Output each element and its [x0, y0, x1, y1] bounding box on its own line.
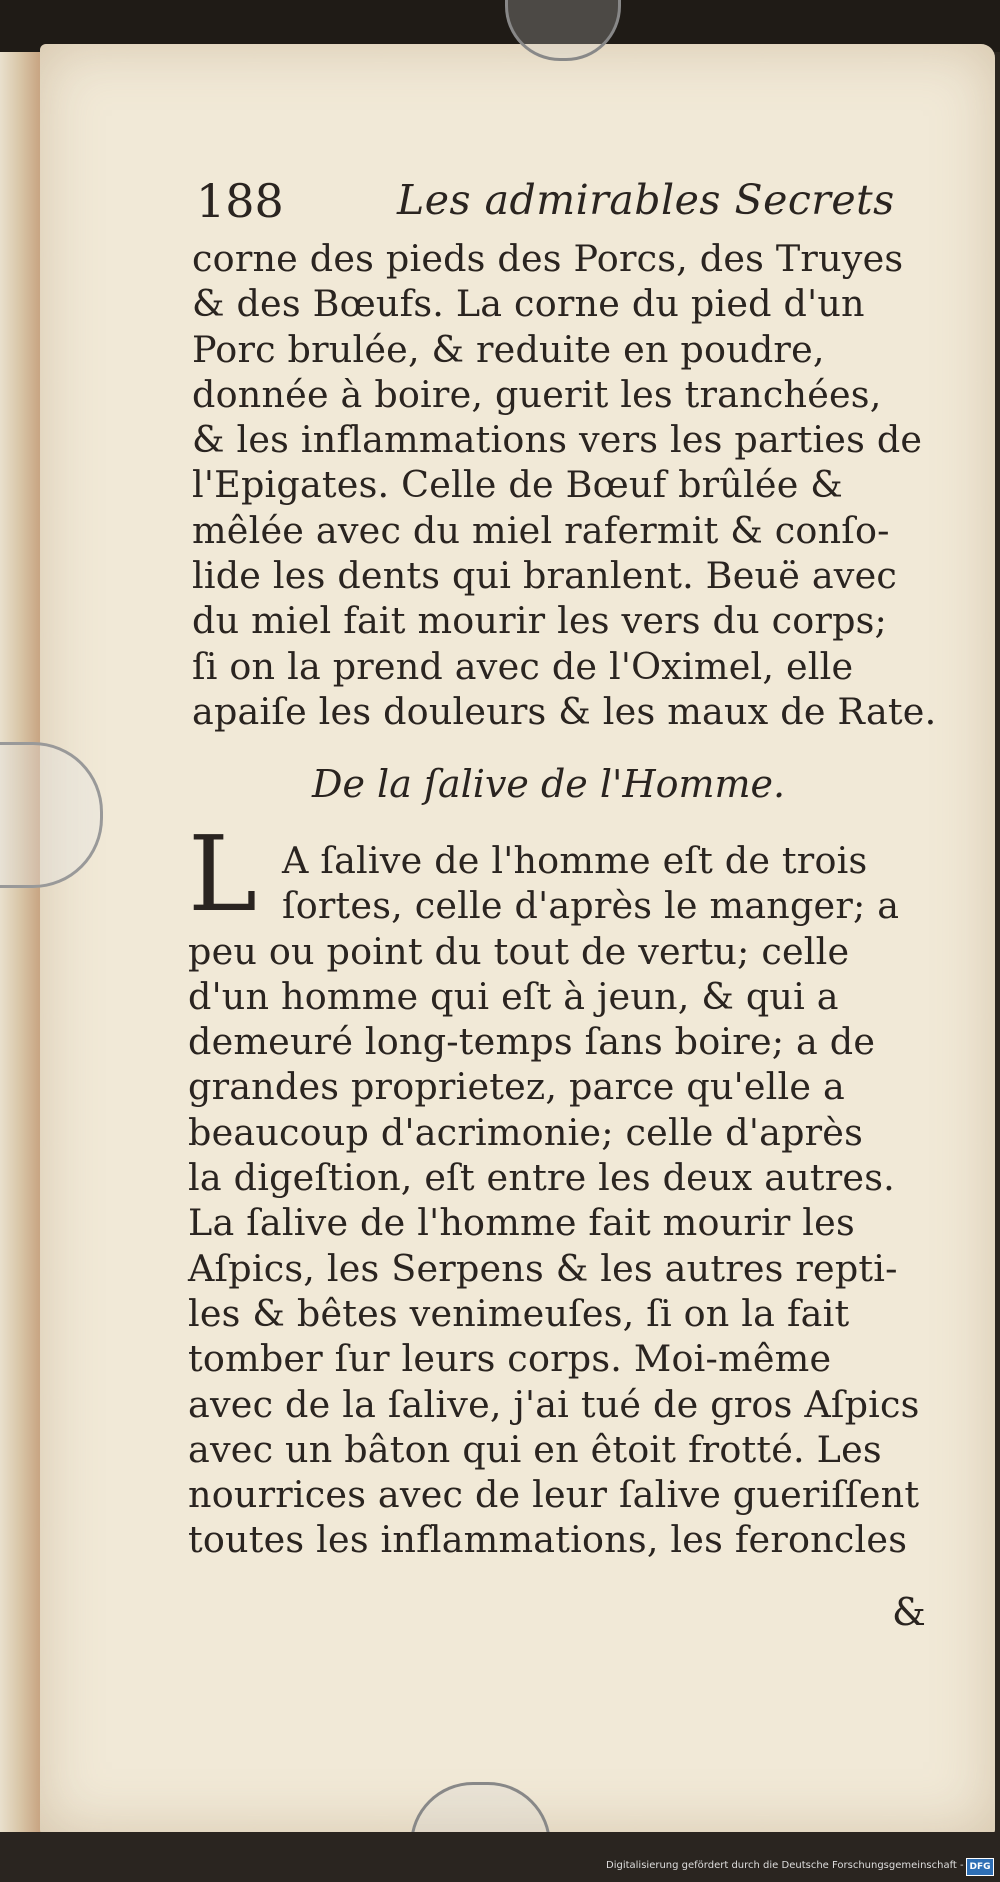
text-line: mêlée avec du miel rafermit & conſo- — [192, 508, 890, 552]
text-line: du miel fait mourir les vers du corps; — [192, 599, 888, 643]
text-line: ſi on la prend avec de l'Oximel, elle — [192, 644, 854, 688]
text-line: & des Bœufs. La corne du pied d'un — [192, 282, 865, 326]
text-line: Porc brulée, & reduite en poudre, — [192, 327, 825, 371]
text-line: apaiſe les douleurs & les maux de Rate. — [192, 689, 937, 733]
drop-cap: L — [188, 813, 258, 935]
text-line: la digeſtion, eſt entre les deux autres. — [188, 1156, 895, 1200]
text-line: tomber ſur leurs corps. Moi-même — [188, 1337, 832, 1381]
text-line: l'Epigates. Celle de Bœuf brûlée & — [192, 463, 843, 507]
page-text — [192, 174, 952, 734]
text-line: La ſalive de l'homme fait mourir les — [188, 1201, 855, 1245]
digitization-credit: Digitalisierung gefördert durch die Deutsche Forschungsgemeinschaft - — [606, 1860, 964, 1871]
text-line: peu ou point du tout de vertu; celle — [188, 929, 850, 973]
text-line: ſortes, celle d'après le manger; a — [282, 884, 900, 928]
paragraph-1 — [192, 236, 952, 734]
text-line: corne des pieds des Porcs, des Truyes — [192, 237, 904, 280]
section-title: De la ſalive de l'Homme. — [312, 762, 786, 806]
paragraph-2 — [188, 838, 958, 1563]
page-number: 188 — [196, 174, 284, 228]
scanner-bottom-bar — [0, 1832, 1000, 1882]
text-line: A ſalive de l'homme eſt de trois — [282, 839, 868, 882]
text-line: les & bêtes venimeuſes, ſi on la fait — [188, 1291, 850, 1335]
running-title: Les admirables Secrets — [397, 176, 895, 224]
text-line: toutes les inflammations, les feroncles — [188, 1518, 908, 1562]
text-line: avec de la ſalive, j'ai tué de gros Aſpics — [188, 1382, 920, 1426]
text-line: avec un bâton qui en êtoit frotté. Les — [188, 1427, 882, 1471]
text-line: nourrices avec de leur ſalive gueriſſent — [188, 1473, 920, 1517]
text-line: & les inflammations vers les parties de — [192, 418, 923, 462]
catchword: & — [892, 1590, 926, 1634]
text-line: demeuré long-temps ſans boire; a de — [188, 1020, 876, 1064]
text-line: lide les dents qui branlent. Beuë avec — [192, 554, 898, 598]
text-line: d'un homme qui eſt à jeun, & qui a — [188, 974, 839, 1018]
text-line: grandes proprietez, parce qu'elle a — [188, 1065, 845, 1109]
text-line: donnée à boire, guerit les tranchées, — [192, 372, 882, 416]
dfg-logo-icon: DFG — [966, 1858, 994, 1876]
page-header — [192, 174, 952, 236]
text-line: Aſpics, les Serpens & les autres repti- — [188, 1246, 898, 1290]
text-line: beaucoup d'acrimonie; celle d'après — [188, 1110, 864, 1154]
